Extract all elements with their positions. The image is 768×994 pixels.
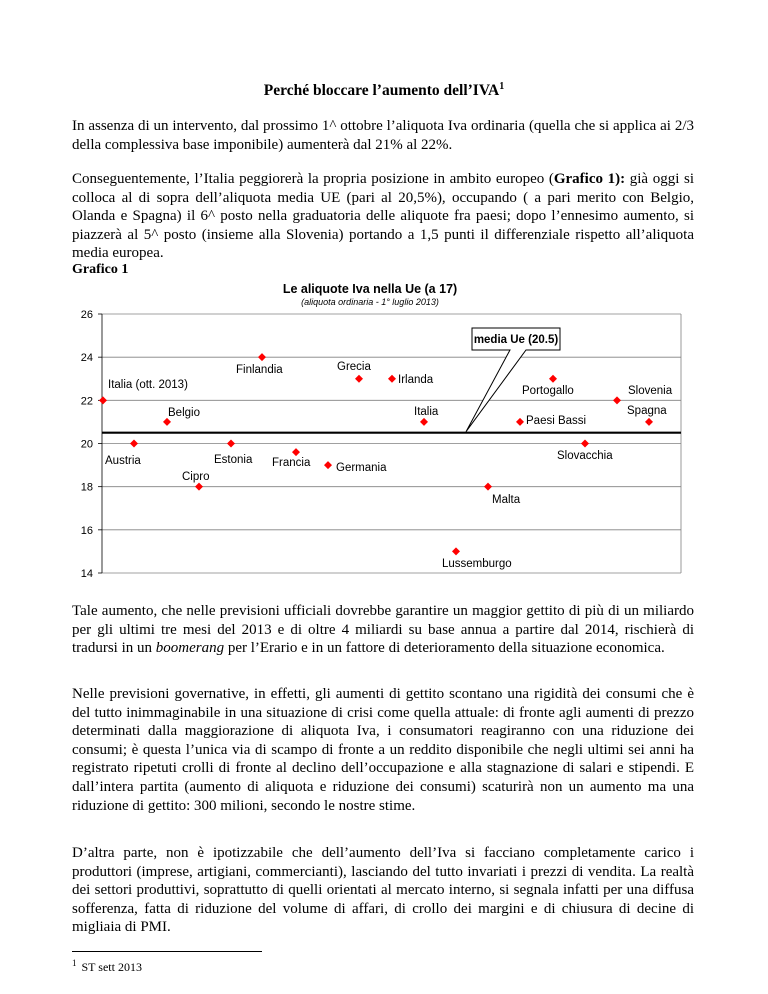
paragraph-3-emphasis: boomerang — [155, 640, 225, 657]
data-point — [388, 375, 396, 383]
data-point — [420, 418, 428, 426]
data-point-label: Grecia — [337, 361, 371, 373]
data-point — [613, 396, 621, 404]
paragraph-2-before: Conseguentemente, l’Italia peggiorerà la propria posizione in ambito europeo ( — [72, 171, 554, 187]
paragraph-3 — [72, 602, 694, 658]
paragraph-2-chart-ref: Grafico 1): — [553, 171, 626, 187]
data-point — [452, 547, 460, 555]
data-point-label: Finlandia — [236, 364, 283, 376]
y-tick-label: 20 — [80, 438, 93, 451]
data-point — [516, 418, 524, 426]
data-point — [324, 461, 332, 469]
data-point-label: Portogallo — [522, 385, 574, 397]
chart-subtitle: (aliquota ordinaria - 1° luglio 2013) — [301, 297, 439, 307]
data-point-label: Germania — [336, 462, 387, 474]
data-point-label: Francia — [272, 457, 311, 469]
data-point-label: Slovenia — [628, 385, 673, 397]
data-point-label: Estonia — [214, 454, 253, 466]
y-tick-label: 16 — [80, 524, 93, 537]
data-point — [355, 375, 363, 383]
data-point-label: Lussemburgo — [442, 558, 512, 570]
data-point-label: Malta — [492, 494, 521, 506]
y-tick-label: 24 — [80, 352, 93, 365]
data-point — [292, 448, 300, 456]
data-point — [484, 483, 492, 491]
paragraph-5: D’altra parte, non è ipotizzabile che dell’aumento dell’Iva si facciano completamente carico i produttori (imprese, artigiani, commercianti), lasciando del tutto invariati i prezzi di vendita. La realtà dei settori produttivi, soprattutto di quelli orientati al mercato interno, si segnala infatti per una diffusa sofferenza, fatta di riduzione del volume di affari, di crollo dei margini e di chiusura di decine di migliaia di PMI. — [72, 845, 694, 936]
title-text: Perché bloccare l’aumento dell’IVA — [263, 82, 500, 99]
data-point — [581, 440, 589, 448]
data-point — [549, 375, 557, 383]
data-point — [258, 353, 266, 361]
data-point-label: Spagna — [627, 405, 667, 417]
data-point-label: Austria — [105, 455, 141, 467]
data-point-label: Irlanda — [398, 374, 434, 386]
data-point — [195, 483, 203, 491]
y-tick-label: 14 — [80, 568, 93, 580]
y-tick-label: 22 — [80, 395, 93, 408]
footnote — [72, 958, 142, 975]
data-point — [163, 418, 171, 426]
data-point — [227, 440, 235, 448]
data-point-label: Belgio — [168, 407, 200, 419]
paragraph-2-after: già oggi si colloca al di sopra dell’aliquota media UE (pari al 20,5%), occupando ( a pari merito con Belgio, Olanda e Spagna) il 6^ posto nella graduatoria delle aliquote fra paesi; dopo l’ennesimo aumento, si piazzerà al 5^ posto (insieme alla Slovenia) portando a 1,5 punti il differenziale rispetto all’aliquota media europea. — [72, 171, 694, 262]
paragraph-3-after: per l’Erario e in un fattore di deterioramento della situazione economica. — [224, 640, 665, 657]
title-footnote-ref: 1 — [499, 80, 505, 92]
data-point-label: Paesi Bassi — [526, 415, 587, 427]
chart-caption: Grafico 1 — [72, 262, 129, 277]
data-point-label: Italia (ott. 2013) — [108, 379, 188, 391]
footnote-ref: 1 — [72, 958, 77, 968]
footnote-text: ST sett 2013 — [81, 960, 142, 974]
data-point-label: Slovacchia — [557, 450, 613, 462]
data-point-label: Italia — [414, 406, 439, 418]
data-point — [130, 440, 138, 448]
mean-callout-label: media Ue (20.5) — [473, 334, 559, 346]
paragraph-1: In assenza di un intervento, dal prossimo 1^ ottobre l’aliquota Iva ordinaria (quella che si applica ai 2/3 della complessiva base imponibile) aumenterà dal 21% al 22%. — [72, 118, 694, 153]
paragraph-4: Nelle previsioni governative, in effetti, gli aumenti di gettito scontano una rigidità dei consumi che è del tutto inimmaginabile in una situazione di crisi come quella attuale: di fronte agli aumenti di prezzo determinati dalla maggiorazione di aliquota Iva, i consumatori reagiranno con una riduzione dei consumi; è questa l’unica via di scampo di fronte a un reddito disponibile che negli ultimi sei anni ha registrato ripetuti crolli di fronte al declino dell’occupazione e alla stagnazione di salari e stipendi. E dall’intera partita (aumento di aliquota e riduzione dei consumi) scaturirà non un aumento ma una riduzione di gettito: 300 milioni, secondo le nostre stime. — [72, 686, 694, 814]
data-point — [645, 418, 653, 426]
chart-title: Le aliquote Iva nella Ue (a 17) — [282, 282, 458, 296]
y-tick-label: 26 — [80, 309, 93, 321]
paragraph-3-before: Tale aumento, che nelle previsioni ufficiali dovrebbe garantire un maggior gettito di più di un miliardo per gli ultimi tre mesi del 2013 e di oltre 4 miliardi su base annua a partire dal 2014, rischierà di tradursi in un — [72, 603, 694, 657]
data-point — [99, 396, 107, 404]
data-point-label: Cipro — [182, 471, 210, 483]
footnote-rule — [72, 951, 262, 952]
y-tick-label: 18 — [80, 481, 93, 494]
